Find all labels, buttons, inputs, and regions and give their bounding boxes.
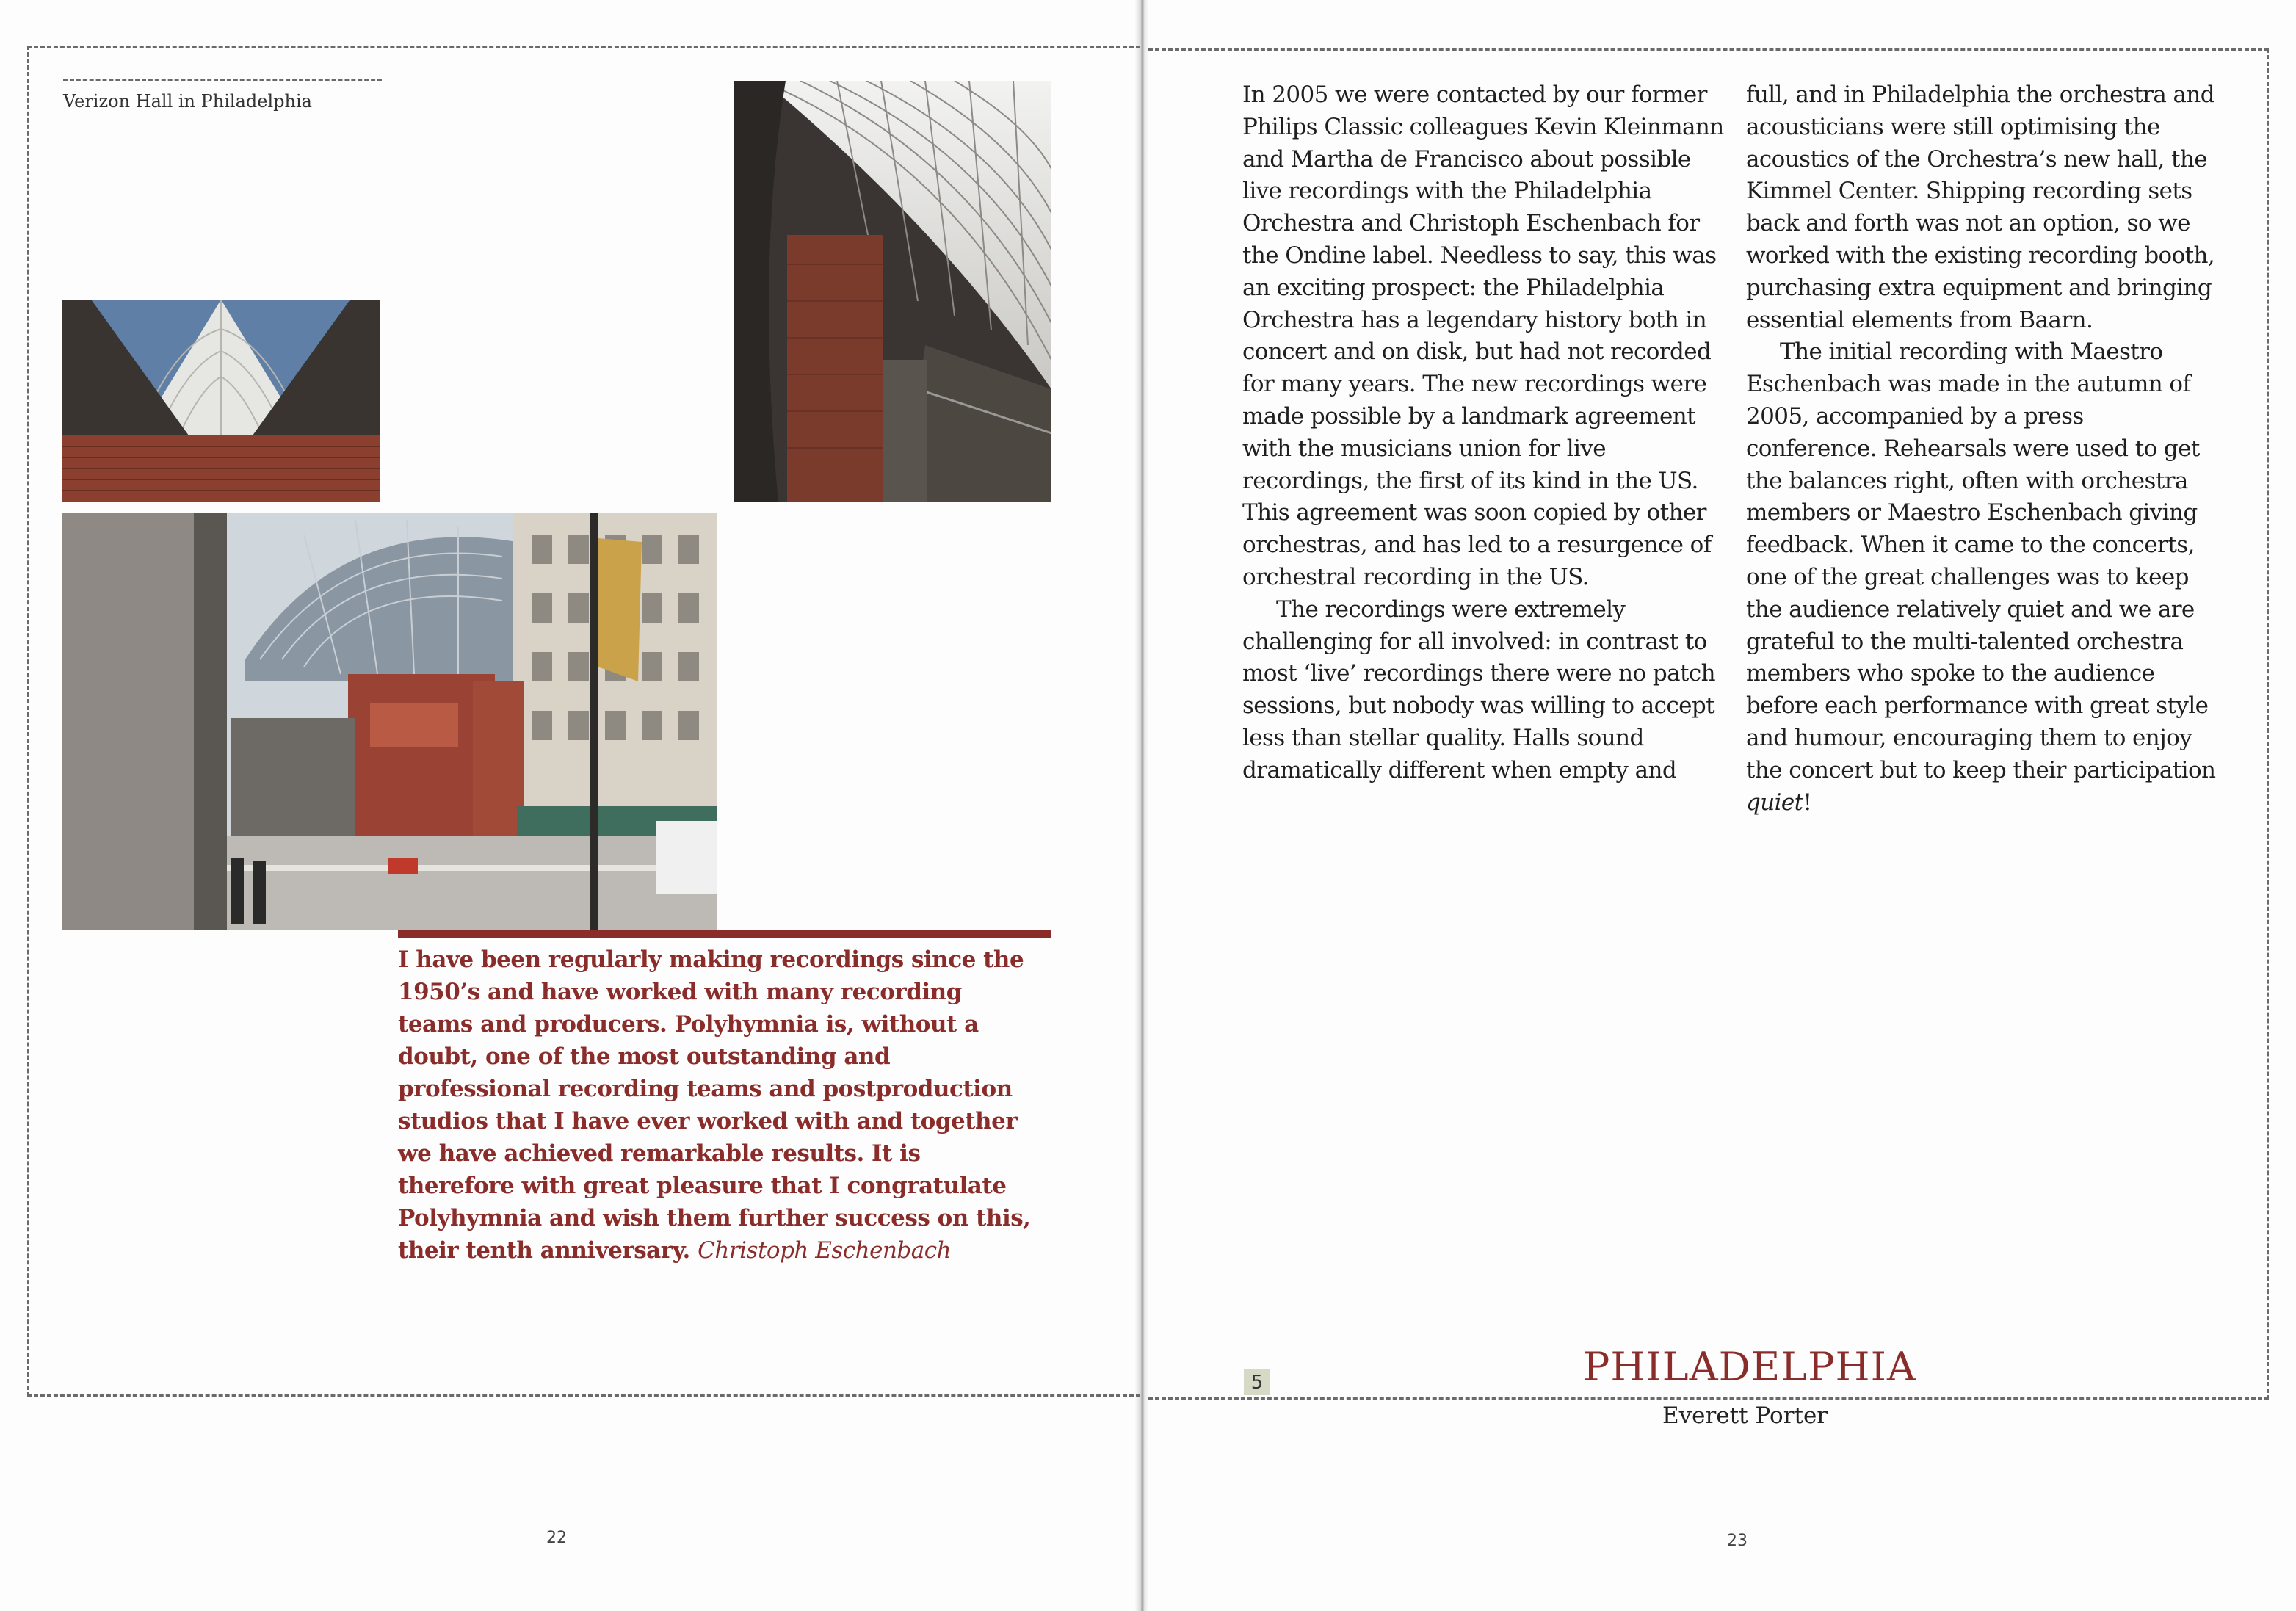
page-number-left: 22	[546, 1529, 567, 1547]
paragraph: In 2005 we were contacted by our former Philips Classic colleagues Kevin Kleinmann and Martha de Francisco about possible live recordings with the Philadelphia Orchestra and Christoph Eschenbach for the Ondine label. Needless to say, this was an exciting prospect: the Philadelphia Orchestra has a legendary history both in concert and on disk, but had not recorded for many years. The new recordings were made possible by a landmark agreement with the musicians union for live recordings, the first of its kind in the US. This agreement was soon copied by other orchestras, and has led to a resurgence of orchestral recording in the US.	[1242, 82, 1724, 590]
photo-atrium-interior	[734, 81, 1051, 502]
quote-text: I have been regularly making recordings since the 1950’s and have worked with many recording teams and producers. Polyhymnia is, without a doubt, one of the most outstanding and professional recording teams and postproduction studios that I have ever worked with and together we have achieved remarkable results. It is therefore with great pleasure that I congratulate Polyhymnia and wish them further success on this, their tenth anniversary.	[398, 946, 1031, 1264]
quote-attribution: Christoph Eschenbach	[698, 1237, 952, 1264]
photo-roof-detail	[62, 300, 380, 502]
page-number-right: 23	[1727, 1532, 1748, 1550]
closing-punct: !	[1803, 789, 1812, 816]
chapter-badge: 5	[1244, 1369, 1270, 1395]
paragraph-text: The initial recording with Maestro Eschenbach was made in the autumn of 2005, accompanied by a press conference. Rehearsals were used to get the balances right, often with orchestra members or Maestro Eschenbach giving feedback. When it came to the concerts, one of the great challenges was to keep the audience relatively quiet and we are grateful to the multi-talented orchestra members who spoke to the audience before each performance with great style and humour, encouraging them to enjoy the concert but to keep their participation	[1746, 339, 2216, 783]
article-column-left	[1242, 79, 1727, 787]
paragraph	[1746, 336, 2216, 819]
paragraph: full, and in Philadelphia the orchestra and acousticians were still optimising the acoustics of the Orchestra’s new hall, the Kimmel Center. Shipping recording sets back and forth was not an option, so we worked with the existing recording booth, purchasing extra equipment and bringing essential elements from Baarn.	[1746, 82, 2215, 333]
paragraph: The recordings were extremely challenging for all involved: in contrast to most ‘live’ recordings there were no patch sessions, but nobody was willing to accept less than stellar quality. Halls sound dramatically different when empty and	[1242, 595, 1715, 783]
photo-caption: Verizon Hall in Philadelphia	[63, 91, 312, 112]
article-column-right	[1746, 79, 2216, 819]
author-name: Everett Porter	[1662, 1402, 1828, 1429]
closing-word: quiet	[1746, 789, 1803, 816]
section-title: PHILADELPHIA	[1583, 1344, 1916, 1390]
photo-street-view	[62, 513, 717, 930]
caption-rule	[63, 79, 382, 81]
eschenbach-quote	[398, 944, 1037, 1267]
quote-accent-bar	[398, 930, 1051, 938]
